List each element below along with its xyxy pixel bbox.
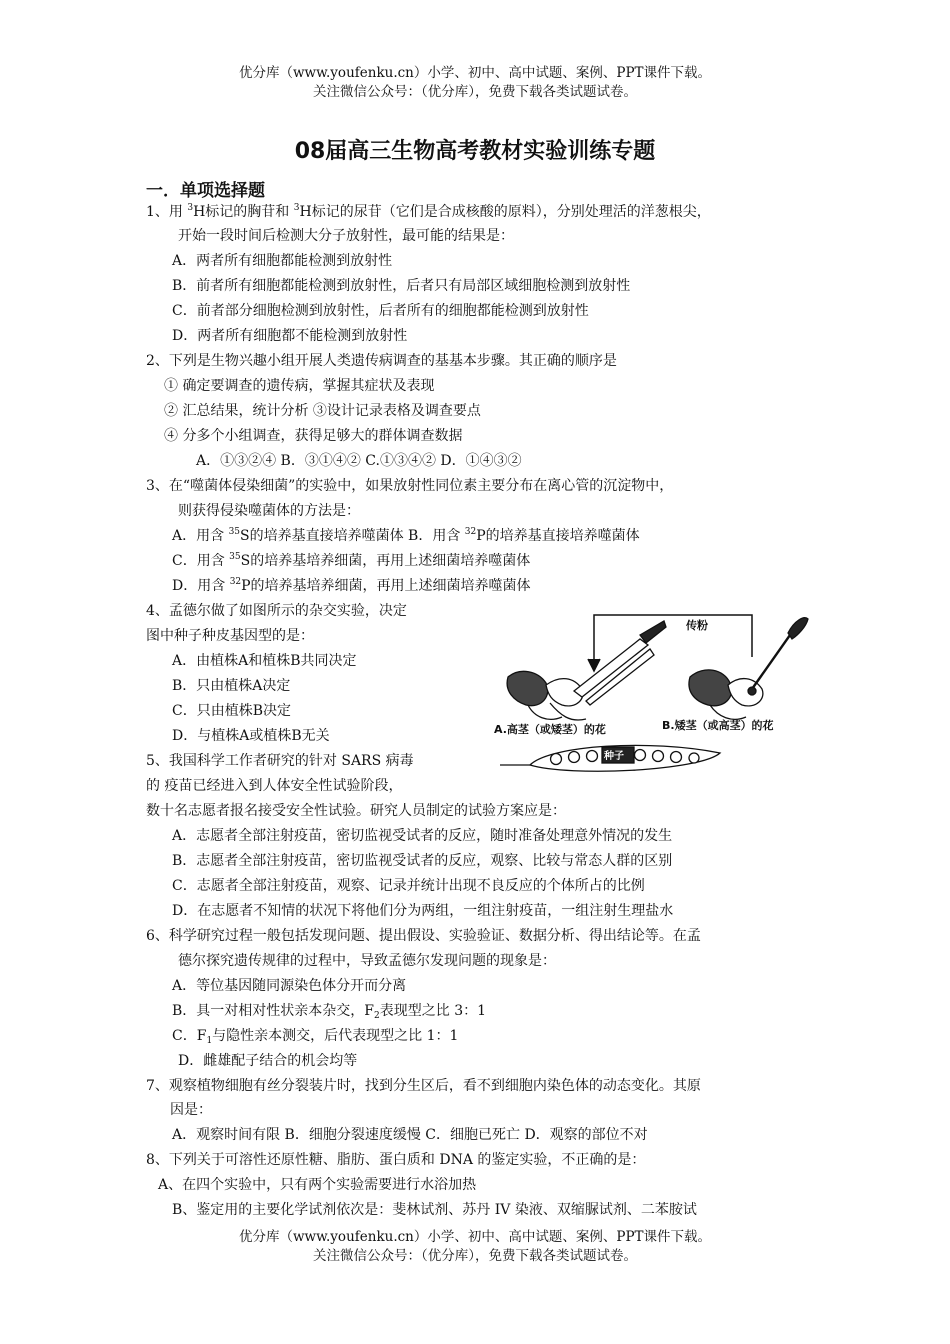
q8-stem: 8、下列关于可溶性还原性糖、脂肪、蛋白质和 DNA 的鉴定实验，不正确的是： — [146, 1152, 646, 1168]
q5-stem-line2: 的 疫苗已经进入到人体安全性试验阶段， — [146, 778, 403, 794]
q8-option-a: A、在四个实验中，只有两个实验需要进行水浴加热 — [158, 1177, 477, 1193]
footer-line-1: 优分库（www.youfenku.cn）小学、初中、高中试题、案例、PPT课件下载。 — [238, 1229, 712, 1245]
q3-option-c: C．用含 $^{35}$S的培养基培养细菌，再用上述细菌培养噬菌体 — [172, 552, 531, 569]
q2-step-2: ② 汇总结果，统计分析 ③设计记录表格及调查要点 — [164, 403, 481, 419]
q4-option-c: C．只由植株B决定 — [172, 703, 291, 719]
header-line-2: 关注微信公众号：（优分库），免费下载各类试题试卷。 — [313, 84, 637, 100]
q8-option-b: B、鉴定用的主要化学试剂依次是：斐林试剂、苏丹 IV 染液、双缩脲试剂、二苯胺试 — [172, 1202, 697, 1218]
q3-option-ab: A．用含 $^{35}$S的培养基直接培养噬菌体 B．用含 $^{32}$P的培养基直接培养噬菌体 — [172, 527, 640, 544]
q2-stem: 2、下列是生物兴趣小组开展人类遗传病调查的基基本步骤。其正确的顺序是 — [146, 353, 617, 369]
q2-step-3: ④ 分多个小组调查，获得足够大的群体调查数据 — [164, 428, 463, 444]
q4-option-b: B．只由植株A决定 — [172, 678, 291, 694]
q3-option-d: D．用含 $^{32}$P的培养基培养细菌，再用上述细菌培养噬菌体 — [172, 577, 531, 594]
q6-stem-line2: 德尔探究遗传规律的过程中，导致孟德尔发现问题的现象是： — [178, 953, 556, 969]
q5-option-a: A．志愿者全部注射疫苗，密切监视受试者的反应，随时准备处理意外情况的发生 — [172, 828, 673, 844]
q3-stem-line2: 则获得侵染噬菌体的方法是： — [178, 503, 360, 519]
page-header — [0, 64, 950, 102]
q6-stem-line1: 6、科学研究过程一般包括发现问题、提出假设、实验验证、数据分析、得出结论等。在孟 — [146, 928, 701, 944]
q7-stem-line2: 因是： — [170, 1102, 212, 1118]
flower-a-drawing — [507, 621, 666, 720]
q1-stem-line2: 开始一段时间后检测大分子放射性，最可能的结果是： — [178, 228, 514, 244]
flower-a-label: A.高茎（或矮茎）的花 — [494, 723, 606, 736]
header-line-1: 优分库（www.youfenku.cn）小学、初中、高中试题、案例、PPT课件下载。 — [238, 65, 712, 81]
q5-option-b: B．志愿者全部注射疫苗，密切监视受试者的反应，观察、比较与常态人群的区别 — [172, 853, 673, 869]
q4-option-d: D．与植株A或植株B无关 — [172, 728, 330, 744]
q5-stem-line1: 5、我国科学工作者研究的针对 SARS 病毒 — [146, 753, 414, 769]
q1-option-a: A．两者所有细胞都能检测到放射性 — [172, 253, 393, 269]
q7-stem-line1: 7、观察植物细胞有丝分裂装片时，找到分生区后，看不到细胞内染色体的动态变化。其原 — [146, 1078, 701, 1094]
flower-b-drawing — [689, 618, 808, 720]
q6-option-d: D．雌雄配子结合的机会均等 — [178, 1053, 358, 1069]
q1-option-d: D．两者所有细胞都不能检测到放射性 — [172, 328, 408, 344]
q1-option-c: C．前者部分细胞检测到放射性，后者所有的细胞都能检测到放射性 — [172, 303, 589, 319]
q6-option-c: C．$F_1$与隐性亲本测交，后代表现型之比 1：1 — [172, 1028, 459, 1046]
q4-stem-line1: 4、孟德尔做了如图所示的杂交实验，决定 — [146, 603, 407, 619]
q6-option-a: A．等位基因随同源染色体分开而分离 — [172, 978, 407, 994]
q3-stem-line1: 3、在“噬菌体侵染细菌”的实验中，如果放射性同位素主要分布在离心管的沉淀物中， — [146, 478, 674, 494]
q1-stem-line1: 1、用 $^3$H标记的胸苷和 $^3$H标记的尿苷（它们是合成核酸的原料），分别处理活的洋葱根尖， — [146, 203, 711, 220]
q2-options: A．①③②④ B．③①④② C.①③④② D．①④③② — [196, 453, 522, 469]
pollination-label: 传粉 — [686, 619, 708, 632]
q6-option-b: B．具一对相对性状亲本杂交，$F_2$表现型之比 3：1 — [172, 1003, 487, 1021]
q1-option-b: B．前者所有细胞都能检测到放射性，后者只有局部区域细胞检测到放射性 — [172, 278, 631, 294]
q5-stem-line3: 数十名志愿者报名接受安全性试验。研究人员制定的试验方案应是： — [146, 803, 566, 819]
footer-line-2: 关注微信公众号：（优分库），免费下载各类试题试卷。 — [313, 1248, 637, 1264]
q4-stem-line2: 图中种子种皮基因型的是： — [146, 628, 314, 644]
document-title: 08届高三生物高考教材实验训练专题 — [294, 139, 656, 164]
q2-step-1: ① 确定要调查的遗传病，掌握其症状及表现 — [164, 378, 435, 394]
q4-option-a: A．由植株A和植株B共同决定 — [172, 653, 357, 669]
flower-b-label: B.矮茎（或高茎）的花 — [662, 719, 774, 732]
q7-options: A．观察时间有限 B．细胞分裂速度缓慢 C．细胞已死亡 D．观察的部位不对 — [172, 1127, 648, 1143]
q5-option-d: D．在志愿者不知情的状况下将他们分为两组，一组注射疫苗，一组注射生理盐水 — [172, 903, 674, 919]
q5-option-c: C．志愿者全部注射疫苗，观察、记录并统计出现不良反应的个体所占的比例 — [172, 878, 645, 894]
section-heading: 一．单项选择题 — [146, 181, 265, 201]
seed-label: 种子 — [604, 751, 624, 762]
pollination-figure — [490, 605, 820, 780]
page-footer — [0, 1228, 950, 1266]
